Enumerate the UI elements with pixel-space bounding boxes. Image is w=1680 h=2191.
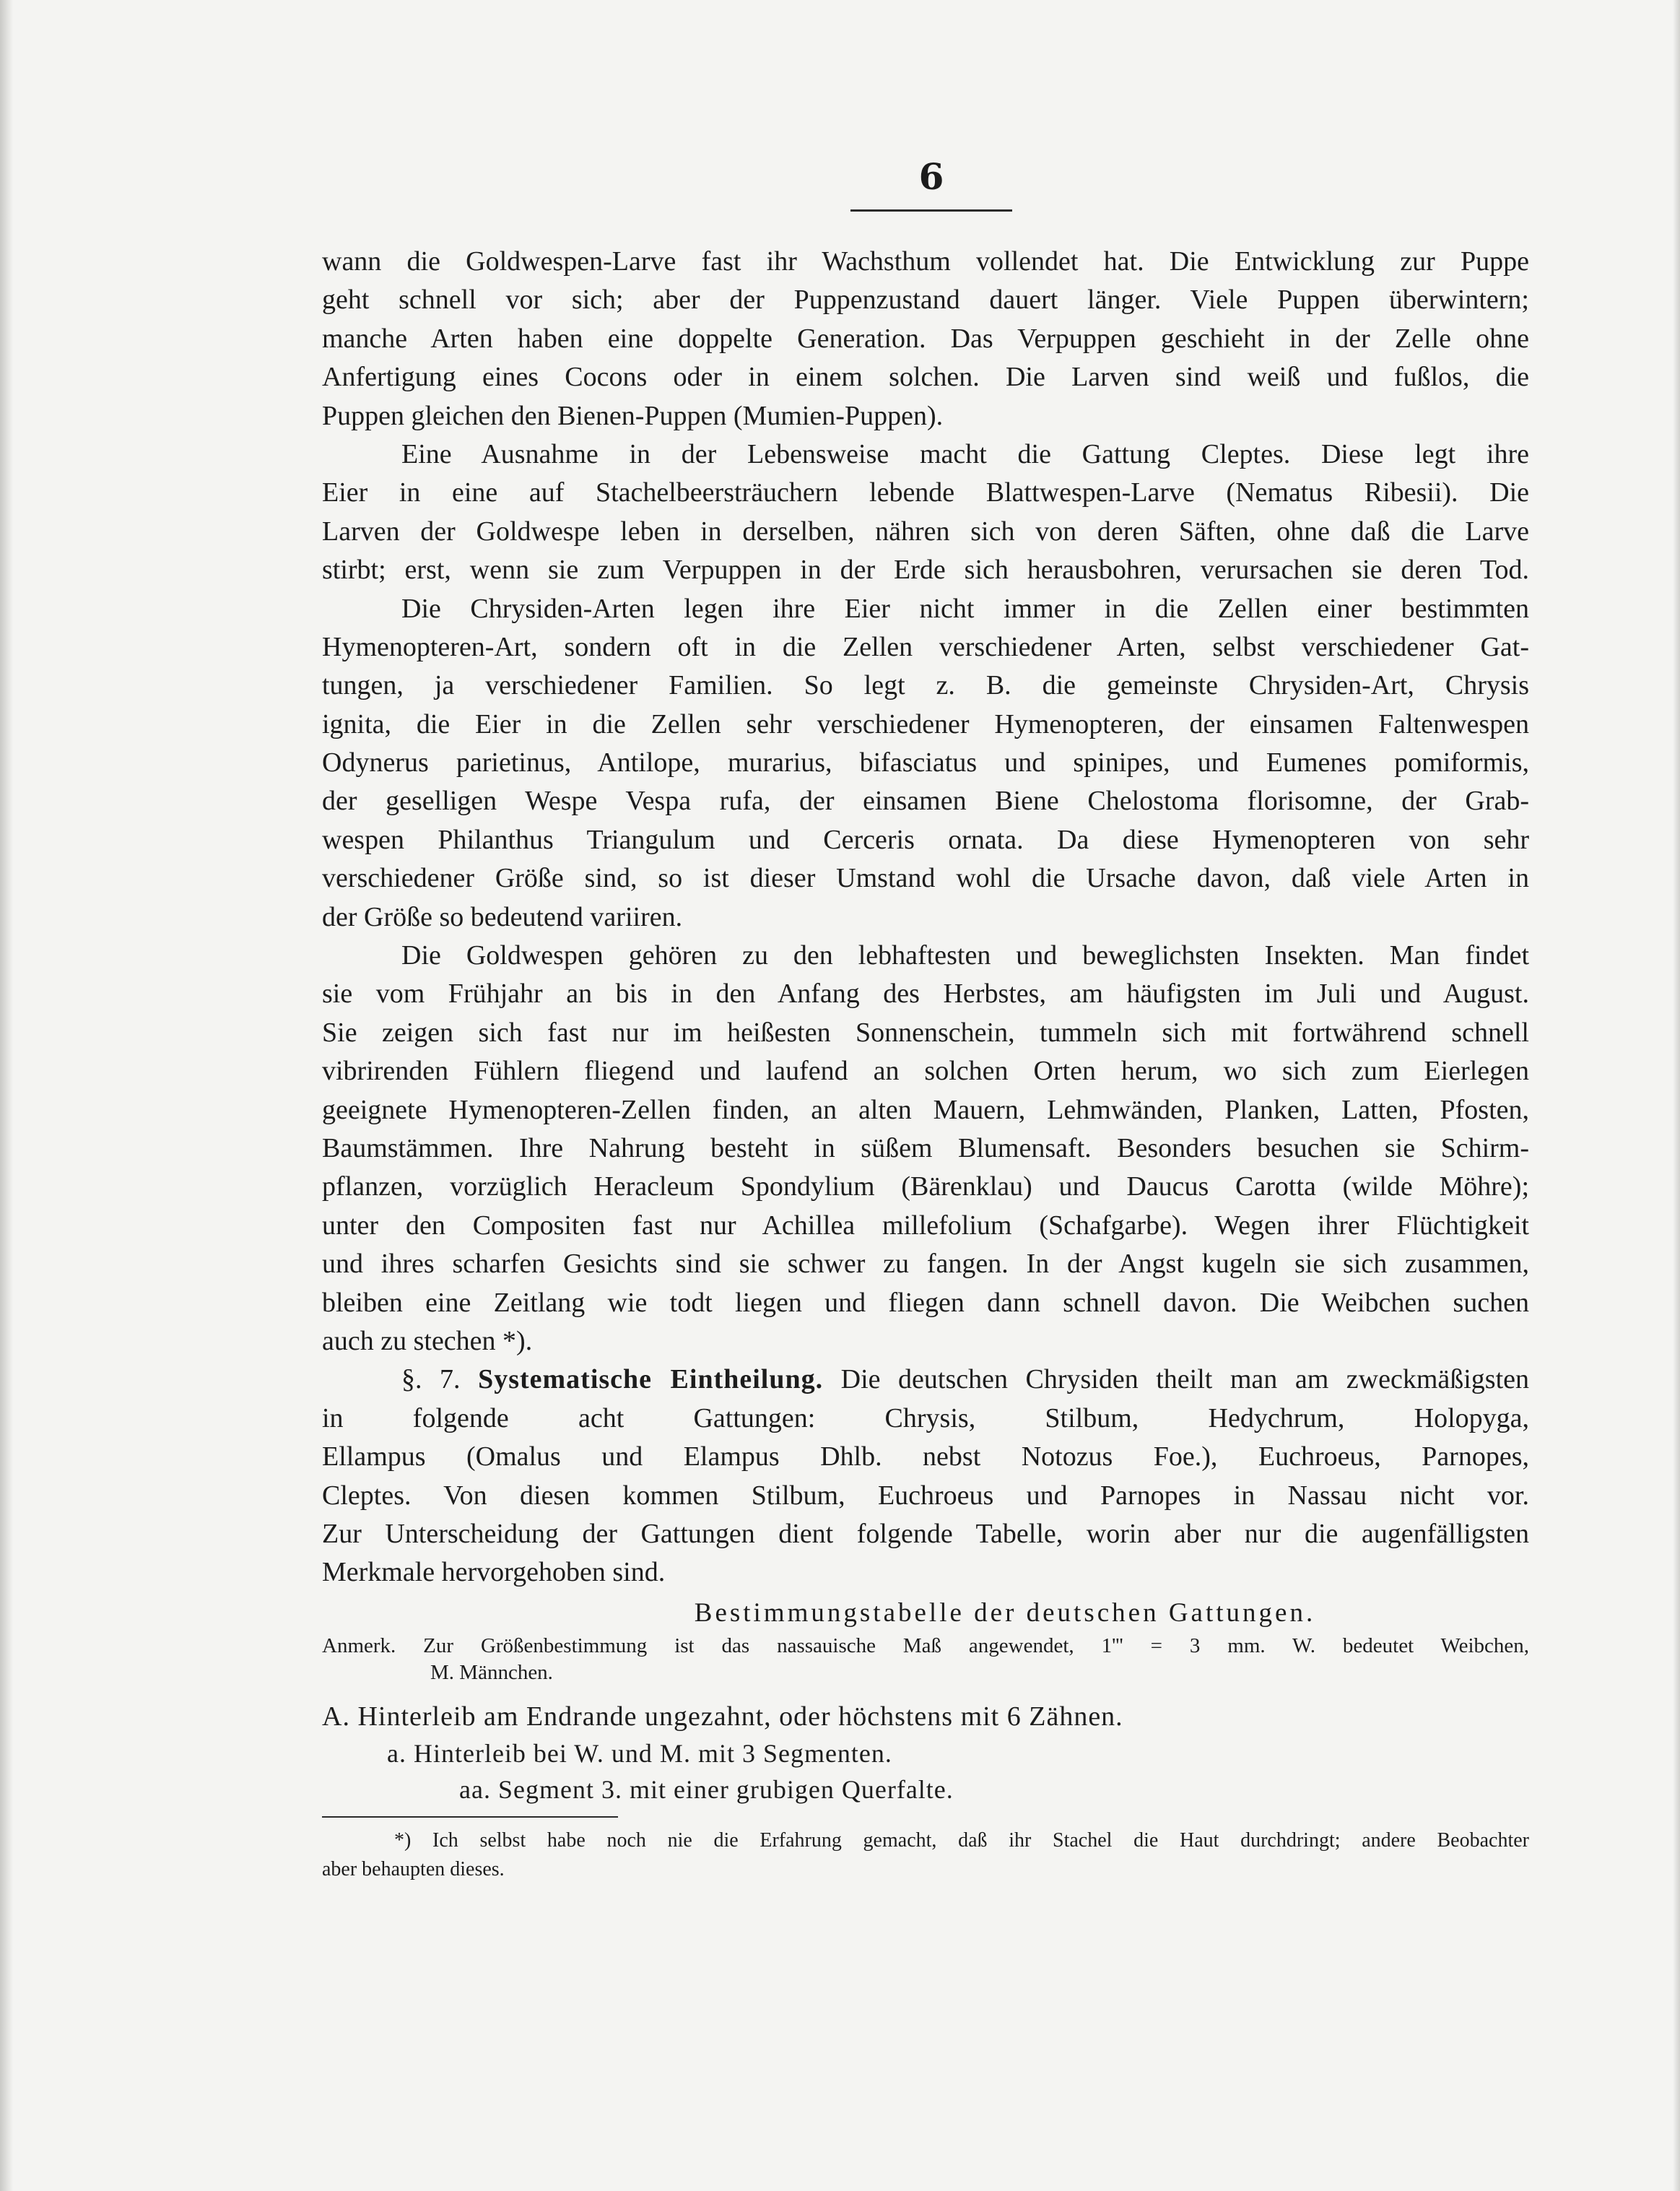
scan-edge-right: [1673, 0, 1680, 2191]
section-heading: Systematische Eintheilung.: [478, 1364, 824, 1395]
section-line: Merkmale hervorgehoben sind.: [322, 1557, 666, 1588]
body-line: stirbt; erst, wenn sie zum Verpuppen in der Erde sich herausbohren, verursachen sie deren Tod.: [322, 555, 1529, 586]
body-line: ignita, die Eier in die Zellen sehr verschiedener Hymenopteren, der einsamen Faltenwespen: [322, 708, 1529, 739]
page-number: 6: [918, 155, 944, 198]
section-line: Ellampus (Omalus und Elampus Dhlb. nebst Notozus Foe.), Euchroeus, Parnopes,: [322, 1441, 1529, 1472]
body-line: pflanzen, vorzüglich Heracleum Spondylium (Bärenklau) und Daucus Carotta (wilde Möhre);: [322, 1171, 1529, 1202]
page-number-rule: [850, 209, 1012, 212]
body-line: sie vom Frühjahr an bis in den Anfang des Herbstes, am häufigsten im Juli und August.: [322, 979, 1529, 1010]
footnote-line: aber behaupten dieses.: [322, 1857, 505, 1880]
section-number: §. 7.: [401, 1364, 461, 1395]
body-line: Hymenopteren-Art, sondern oft in die Zellen verschiedener Arten, selbst verschiedener Gat-: [322, 631, 1529, 662]
body-line: verschiedener Größe sind, so ist dieser Umstand wohl die Ursache davon, daß viele Arten in: [322, 863, 1529, 894]
body-line: wespen Philanthus Triangulum und Cerceris ornata. Da diese Hymenopteren von sehr: [322, 824, 1529, 855]
table-note-line: M. Männchen.: [430, 1660, 553, 1684]
page-content: [322, 243, 1529, 1884]
body-line: Larven der Goldwespe leben in derselben, nähren sich von deren Säften, ohne daß die Larve: [322, 516, 1529, 547]
body-line: der geselligen Wespe Vespa rufa, der einsamen Biene Chelostoma florisomne, der Grab-: [322, 786, 1529, 817]
scan-edge-left: [0, 0, 13, 2191]
table-title: Bestimmungstabelle der deutschen Gattungen.: [694, 1597, 1316, 1628]
key-entry-a: A. Hinterleib am Endrande ungezahnt, oder höchstens mit 6 Zähnen.: [322, 1701, 1123, 1732]
body-line: wann die Goldwespen-Larve fast ihr Wachsthum vollendet hat. Die Entwicklung zur Puppe: [322, 246, 1529, 277]
section-line: Cleptes. Von diesen kommen Stilbum, Euchroeus und Parnopes in Nassau nicht vor.: [322, 1480, 1529, 1511]
body-line: Eier in eine auf Stachelbeersträuchern lebende Blattwespen-Larve (Nematus Ribesii). Die: [322, 477, 1529, 508]
section-line: Zur Unterscheidung der Gattungen dient folgende Tabelle, worin aber nur die augenfälligsten: [322, 1518, 1529, 1549]
body-line: geht schnell vor sich; aber der Puppenzustand dauert länger. Viele Puppen überwintern;: [322, 285, 1529, 316]
section-first-line: [322, 1361, 1529, 1399]
body-line: Odynerus parietinus, Antilope, murarius, bifasciatus und spinipes, und Eumenes pomiformis,: [322, 747, 1529, 778]
section-first-line-text: Die deutschen Chrysiden theilt man am zweckmäßigsten: [840, 1364, 1529, 1395]
body-line: Puppen gleichen den Bienen-Puppen (Mumien-Puppen).: [322, 400, 944, 431]
body-line: Anfertigung eines Cocons oder in einem solchen. Die Larven sind weiß und fußlos, die: [322, 362, 1529, 393]
body-line: unter den Compositen fast nur Achillea millefolium (Schafgarbe). Wegen ihrer Flüchtigkeit: [322, 1210, 1529, 1241]
footnote-rule: [322, 1816, 618, 1818]
body-line: Sie zeigen sich fast nur im heißesten Sonnenschein, tummeln sich mit fortwährend schnell: [322, 1017, 1529, 1048]
body-line: und ihres scharfen Gesichts sind sie schwer zu fangen. In der Angst kugeln sie sich zusammen,: [322, 1249, 1529, 1280]
body-line: tungen, ja verschiedener Familien. So legt z. B. die gemeinste Chrysiden-Art, Chrysis: [322, 670, 1529, 701]
body-line: geeignete Hymenopteren-Zellen finden, an alten Mauern, Lehmwänden, Planken, Latten, Pfosten,: [322, 1094, 1529, 1125]
body-line: bleiben eine Zeitlang wie todt liegen und fliegen dann schnell davon. Die Weibchen suchen: [322, 1287, 1529, 1318]
body-line: auch zu stechen *).: [322, 1325, 533, 1356]
body-line: der Größe so bedeutend variiren.: [322, 901, 683, 932]
body-line: Die Chrysiden-Arten legen ihre Eier nicht immer in die Zellen einer bestimmten: [401, 593, 1529, 624]
footnote-line: *) Ich selbst habe noch nie die Erfahrung gemacht, daß ihr Stachel die Haut durchdringt; andere Beobachter: [394, 1828, 1529, 1852]
section-line: in folgende acht Gattungen: Chrysis, Stilbum, Hedychrum, Holopyga,: [322, 1402, 1529, 1433]
body-line: manche Arten haben eine doppelte Generation. Das Verpuppen geschieht in der Zelle ohne: [322, 323, 1529, 354]
key-entry-a-a: a. Hinterleib bei W. und M. mit 3 Segmenten.: [387, 1738, 892, 1768]
body-line: Baumstämmen. Ihre Nahrung besteht in süßem Blumensaft. Besonders besuchen sie Schirm-: [322, 1132, 1529, 1163]
body-line: Die Goldwespen gehören zu den lebhaftesten und beweglichsten Insekten. Man findet: [401, 940, 1529, 971]
body-line: vibrirenden Fühlern fliegend und laufend an solchen Orten herum, wo sich zum Eierlegen: [322, 1056, 1529, 1087]
table-note-line: Anmerk. Zur Größenbestimmung ist das nassauische Maß angewendet, 1''' = 3 mm. W. bedeutet Weibchen,: [322, 1634, 1529, 1657]
body-line: Eine Ausnahme in der Lebensweise macht die Gattung Cleptes. Diese legt ihre: [401, 438, 1529, 469]
key-entry-aa: aa. Segment 3. mit einer grubigen Querfalte.: [459, 1774, 954, 1804]
